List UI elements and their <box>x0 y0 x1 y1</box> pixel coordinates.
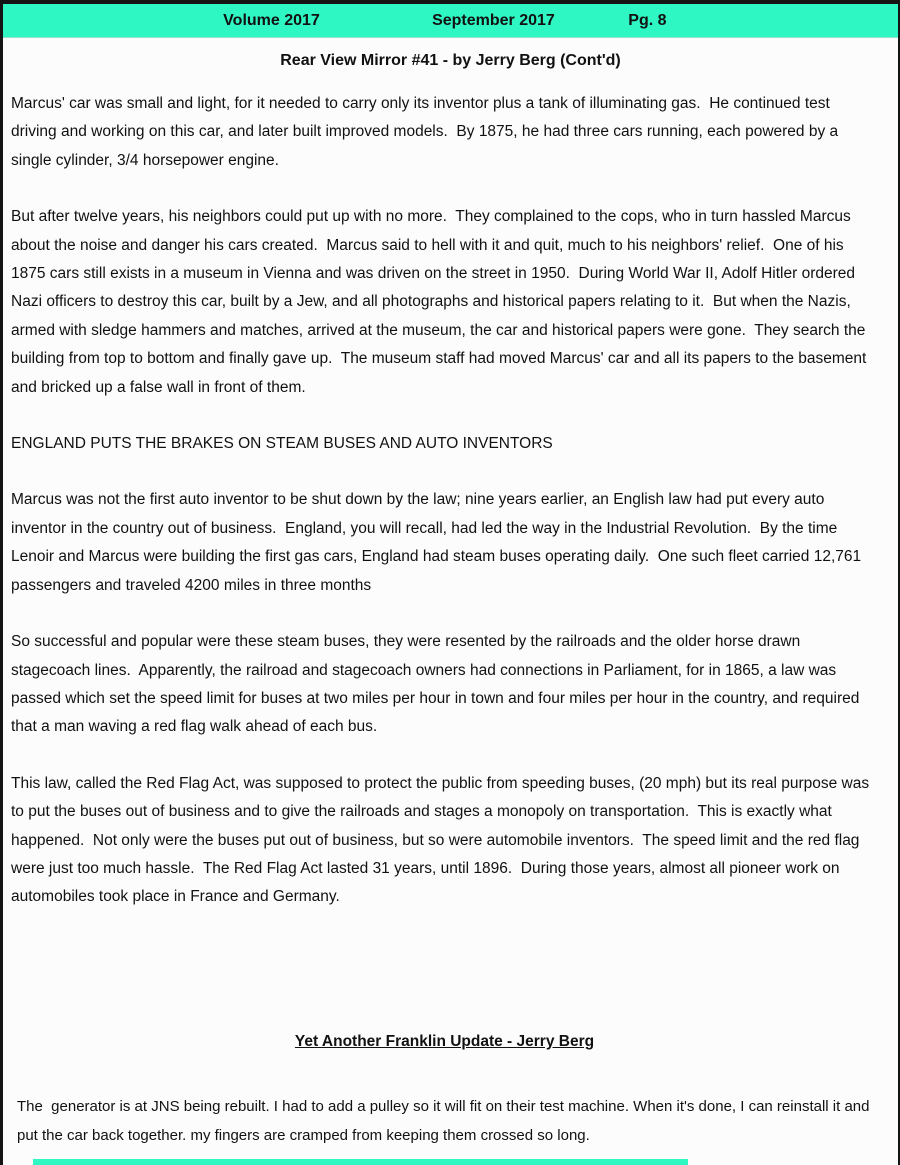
page-header-bar <box>3 4 898 38</box>
header-date: September 2017 <box>432 11 555 29</box>
franklin-update-heading: Yet Another Franklin Update - Jerry Berg <box>294 1032 595 1050</box>
paragraph: This law, called the Red Flag Act, was supposed to protect the public from speeding buses, (20 mph) but its real purpose was to put the buses out of business and to give the railroads and stages a monopoly on transportation. This is exactly what happened. Not only were the buses put out of business, but so were automobile inventors. The speed limit and the red flag were just too much hassle. The Red Flag Act lasted 31 years, until 1896. During those years, almost all pioneer work on automobiles took place in France and Germany. <box>11 774 874 906</box>
header-page-number: Pg. 8 <box>628 11 667 29</box>
paragraph: Marcus' car was small and light, for it needed to carry only its inventor plus a tank of illuminating gas. He continued test driving and working on this car, and later built improved models. By 1875, he had three cars running, each powered by a single cylinder, 3/4 horsepower engine. <box>11 95 843 169</box>
bottom-accent-bar <box>33 1159 688 1165</box>
paragraph: So successful and popular were these steam buses, they were resented by the railroads and the older horse drawn stagecoach lines. Apparently, the railroad and stagecoach owners had connections in Parliament, for in 1865, a law was passed which set the speed limit for buses at two miles per hour in town and four miles per hour in the country, and required that a man waving a red flag walk ahead of each bus. <box>11 633 864 736</box>
section-heading: ENGLAND PUTS THE BRAKES ON STEAM BUSES AND AUTO INVENTORS <box>11 435 553 453</box>
franklin-update-body: The generator is at JNS being rebuilt. I had to add a pulley so it will fit on their test machine. When it's done, I can reinstall it and put the car back together. my fingers are cramped from keeping them crossed so long. <box>17 1098 874 1145</box>
article-body <box>3 90 898 1056</box>
paragraph: But after twelve years, his neighbors could put up with no more. They complained to the cops, who in turn hassled Marcus about the noise and danger his cars created. Marcus said to hell with it and quit, much to his neighbors' relief. One of his 1875 cars still exists in a museum in Vienna and was driven on the street in 1950. During World War II, Adolf Hitler ordered Nazi officers to destroy this car, built by a Jew, and all photographs and historical papers relating to it. But when the Nazis, armed with sledge hammers and matches, arrived at the museum, the car and historical papers were gone. They search the building from top to bottom and finally gave up. The museum staff had moved Marcus' car and all its papers to the basement and bricked up a false wall in front of them. <box>11 208 871 396</box>
header-volume: Volume 2017 <box>223 11 320 29</box>
paragraph: Marcus was not the first auto inventor to be shut down by the law; nine years earlier, an English law had put every auto inventor in the country out of business. England, you will recall, had led the way in the Industrial Revolution. By the time Lenoir and Marcus were building the first gas cars, England had steam buses operating daily. One such fleet carried 12,761 passengers and traveled 4200 miles in three months <box>11 491 866 594</box>
article-title: Rear View Mirror #41 - by Jerry Berg (Cont'd) <box>280 52 621 69</box>
